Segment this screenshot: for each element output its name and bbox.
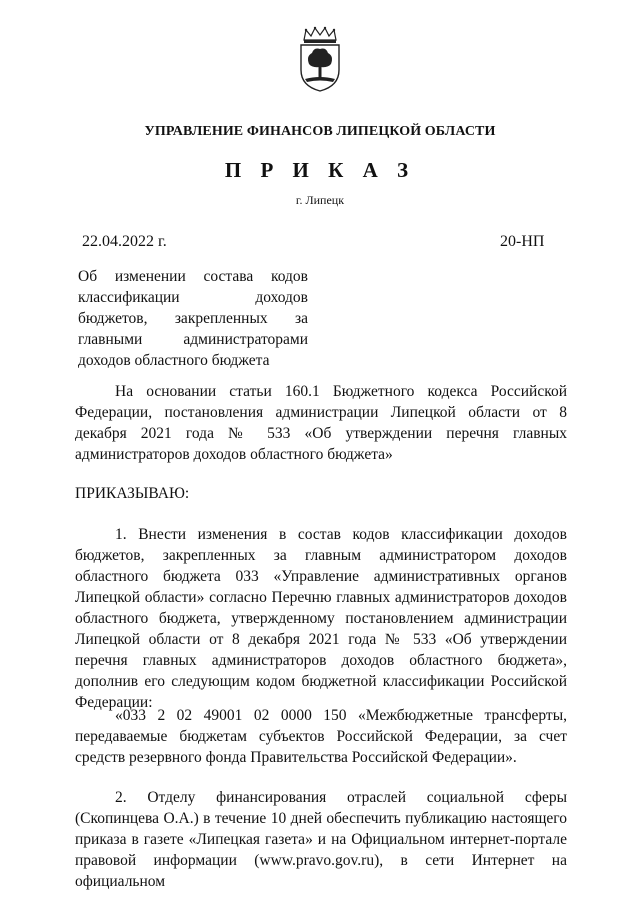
preamble-paragraph: На основании статьи 160.1 Бюджетного кодекса Российской Федерации, постановления администрации Липецкой области от 8 декабря 2021 года № 533 «Об утверждении перечня главных администраторов доходов областного бюджета»: [75, 383, 567, 463]
code-entry-paragraph: «033 2 02 49001 02 0000 150 «Межбюджетные трансферты, передаваемые бюджетам субъектов Российской Федерации, за счет средств резервного фонда Правительства Российской Федерации».: [75, 707, 567, 766]
document-title: П Р И К А З: [224, 158, 416, 182]
coat-of-arms-icon: [298, 26, 342, 92]
issuing-authority: УПРАВЛЕНИЕ ФИНАНСОВ ЛИПЕЦКОЙ ОБЛАСТИ: [144, 124, 496, 139]
order-word: ПРИКАЗЫВАЮ:: [75, 485, 190, 502]
item-1-paragraph: 1. Внести изменения в состав кодов классификации доходов бюджетов, закрепленных за главным администратором доходов областного бюджета 033 «Управление административных органов Липецкой области» согласно Перечню главных администраторов доходов областного бюджета, утвержденному постановлением администрации Липецкой области от 8 декабря 2021 года № 533 «Об утверждении перечня главных администраторов доходов областного бюджета», дополнив его следующим кодом бюджетной классификации Российской Федерации:: [75, 526, 567, 711]
item-2-paragraph: 2. Отделу финансирования отраслей социальной сферы (Скопинцева О.А.) в течение 10 дней обеспечить публикацию настоящего приказа в газете «Липецкая газета» и на Официальном интернет-портале правовой информации (www.pravo.gov.ru), в сети Интернет на официальном: [75, 789, 567, 890]
document-date: 22.04.2022 г.: [82, 233, 167, 250]
document-city: г. Липецк: [295, 193, 345, 207]
document-subject: Об изменении состава кодов классификации доходов бюджетов, закрепленных за главными администраторами доходов областного бюджета: [78, 268, 308, 369]
document-number: 20-НП: [500, 233, 545, 250]
